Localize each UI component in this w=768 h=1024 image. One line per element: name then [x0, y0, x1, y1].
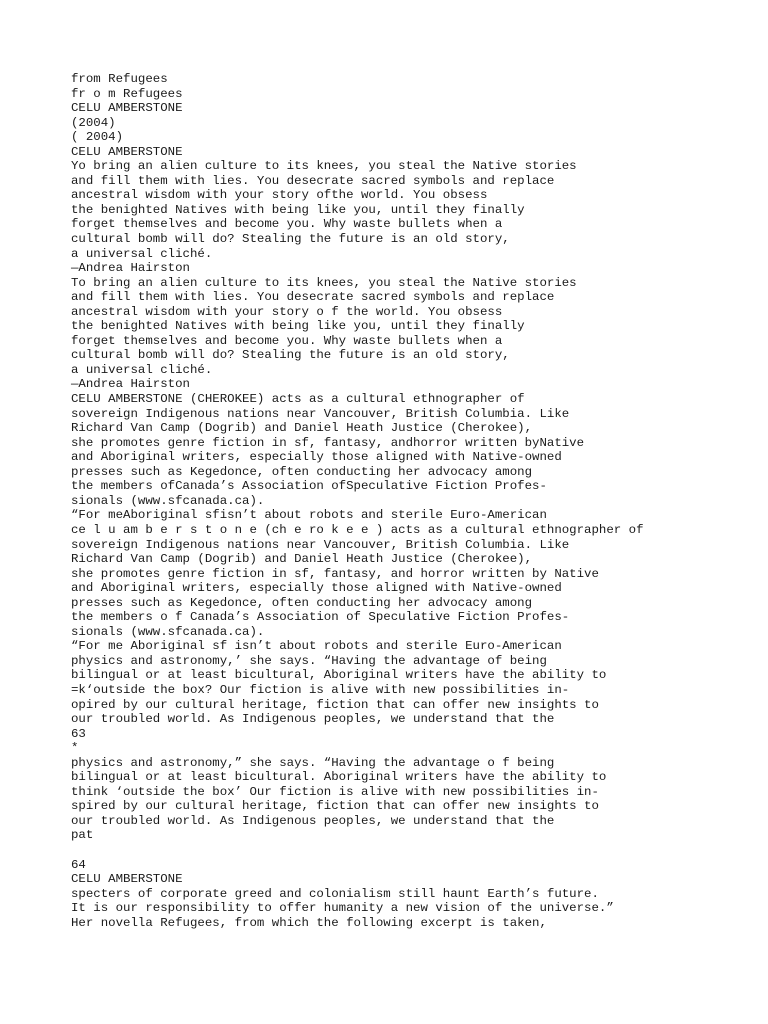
text-line: our troubled world. As Indigenous peoples, we understand that the [71, 813, 555, 828]
text-line: “For me Aboriginal sf isn’t about robots and sterile Euro-American [71, 639, 562, 654]
text-line: the benighted Natives with being like you, until they finally [71, 202, 525, 217]
text-line: sionals (www.sfcanada.ca). [71, 624, 265, 639]
text-line: cultural bomb will do? Stealing the future is an old story, [71, 232, 510, 247]
text-line: It is our responsibility to offer humanity a new vision of the universe.” [71, 901, 614, 916]
text-line: bilingual or at least bicultural, Aboriginal writers have the ability to [71, 668, 607, 683]
text-line: 64 [71, 857, 86, 872]
text-line: forget themselves and become you. Why waste bullets when a [71, 333, 503, 348]
text-line: Yo bring an alien culture to its knees, you steal the Native stories [71, 159, 577, 174]
text-line: =k‘outside the box? Our fiction is alive with new possibilities in- [71, 682, 570, 697]
text-line: physics and astronomy,” she says. “Having the advantage o f being [71, 755, 555, 770]
document-page [71, 72, 761, 930]
text-line: sionals (www.sfcanada.ca). [71, 493, 265, 508]
text-line [71, 843, 761, 858]
text-line: pat [71, 828, 94, 843]
text-line: ( 2004) [71, 130, 124, 145]
text-line: sovereign Indigenous nations near Vancouver, British Columbia. Like [71, 537, 570, 552]
text-line: CELU AMBERSTONE [71, 144, 183, 159]
text-line: Richard Van Camp (Dogrib) and Daniel Heath Justice (Cherokee), [71, 421, 533, 436]
text-line: CELU AMBERSTONE (CHEROKEE) acts as a cultural ethnographer of [71, 392, 525, 407]
text-line: bilingual or at least bicultural. Aboriginal writers have the ability to [71, 770, 607, 785]
text-line: the members ofCanada’s Association ofSpeculative Fiction Profes- [71, 479, 547, 494]
text-line: ce l u am b e r s t o n e (ch e ro k e e ) acts as a cultural ethnographer of [71, 522, 644, 537]
text-line: a universal cliché. [71, 246, 213, 261]
text-line: ancestral wisdom with your story o f the world. You obsess [71, 304, 503, 319]
text-line: CELU AMBERSTONE [71, 872, 183, 887]
text-line: fr o m Refugees [71, 86, 183, 101]
text-line: and Aboriginal writers, especially those aligned with Native-owned [71, 581, 562, 596]
text-line: physics and astronomy,’ she says. “Having the advantage of being [71, 653, 547, 668]
text-line: and fill them with lies. You desecrate sacred symbols and replace [71, 290, 555, 305]
text-line: * [71, 741, 79, 756]
text-line: forget themselves and become you. Why waste bullets when a [71, 217, 503, 232]
text-line: the members o f Canada’s Association of Speculative Fiction Profes- [71, 610, 570, 625]
text-line: from Refugees [71, 72, 168, 86]
text-line: To bring an alien culture to its knees, you steal the Native stories [71, 275, 577, 290]
text-line: presses such as Kegedonce, often conducting her advocacy among [71, 464, 533, 479]
text-line: ancestral wisdom with your story ofthe world. You obsess [71, 188, 488, 203]
text-line: CELU AMBERSTONE [71, 101, 183, 116]
text-line: the benighted Natives with being like you, until they finally [71, 319, 525, 334]
text-line: opired by our cultural heritage, fiction that can offer new insights to [71, 697, 599, 712]
text-line: think ‘outside the box’ Our fiction is alive with new possibilities in- [71, 784, 599, 799]
text-line: 63 [71, 726, 86, 741]
text-line: Richard Van Camp (Dogrib) and Daniel Heath Justice (Cherokee), [71, 552, 533, 567]
text-line: spired by our cultural heritage, fiction that can offer new insights to [71, 799, 599, 814]
text-line: “For meAboriginal sfisn’t about robots and sterile Euro-American [71, 508, 547, 523]
text-line: she promotes genre fiction in sf, fantasy, andhorror written byNative [71, 435, 585, 450]
text-line: cultural bomb will do? Stealing the future is an old story, [71, 348, 510, 363]
text-line: —Andrea Hairston [71, 261, 190, 276]
text-line: and fill them with lies. You desecrate sacred symbols and replace [71, 173, 555, 188]
text-line: our troubled world. As Indigenous peoples, we understand that the [71, 712, 555, 727]
text-line: a universal cliché. [71, 362, 213, 377]
text-line: Her novella Refugees, from which the following excerpt is taken, [71, 915, 547, 930]
text-line: she promotes genre fiction in sf, fantasy, and horror written by Native [71, 566, 599, 581]
text-line: sovereign Indigenous nations near Vancouver, British Columbia. Like [71, 406, 570, 421]
text-line: (2004) [71, 115, 116, 130]
text-line: presses such as Kegedonce, often conducting her advocacy among [71, 595, 533, 610]
text-line: and Aboriginal writers, especially those aligned with Native-owned [71, 450, 562, 465]
text-line: specters of corporate greed and colonialism still haunt Earth’s future. [71, 886, 599, 901]
text-line: —Andrea Hairston [71, 377, 190, 392]
